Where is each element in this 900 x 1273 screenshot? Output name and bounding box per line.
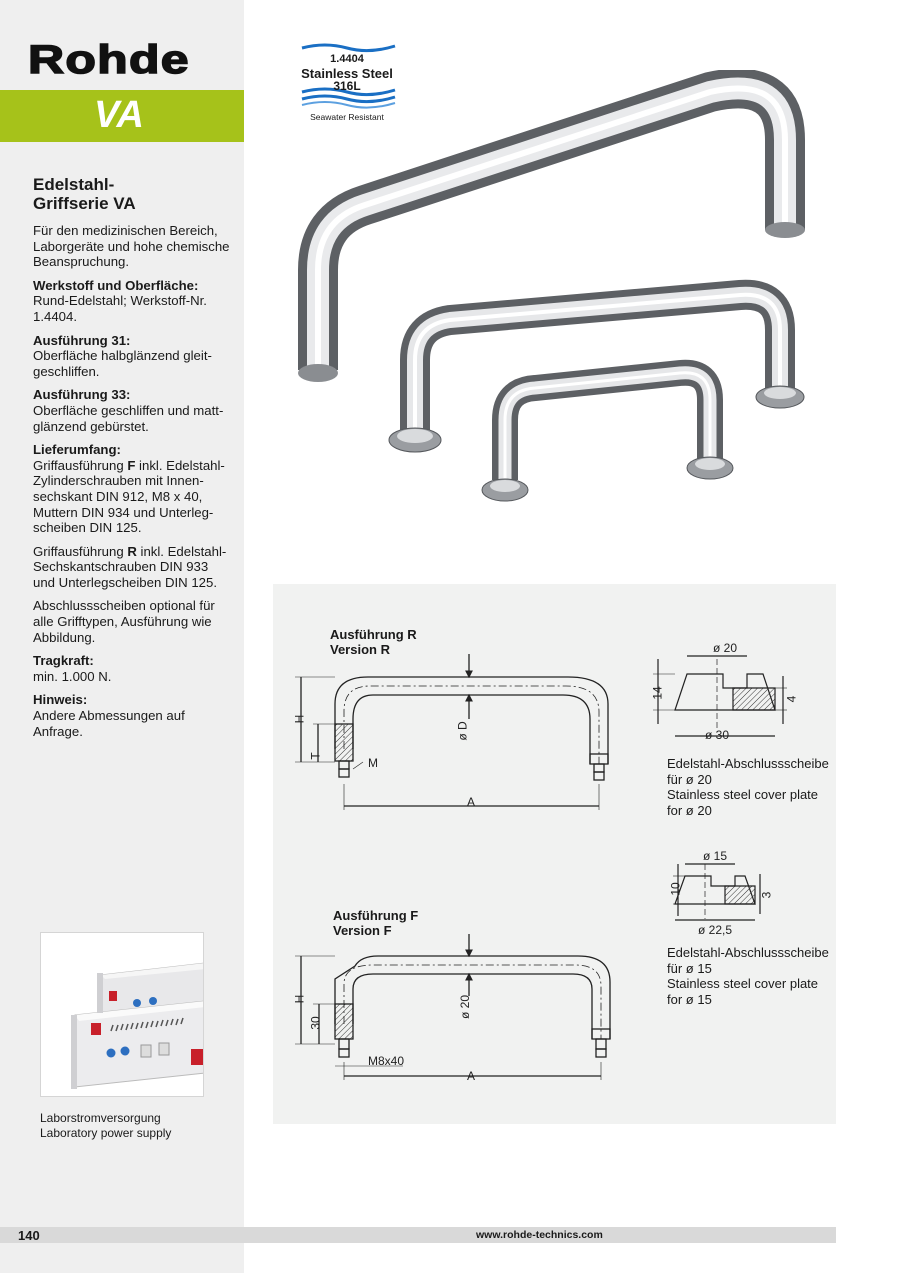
power-supply-illustration — [41, 933, 204, 1097]
technical-drawing — [273, 584, 836, 1124]
dim-h-f: H — [292, 994, 307, 1004]
cover-note: Abschlussscheiben optional für alle Grifftypen, Ausführung wie Abbildung. — [33, 598, 215, 645]
spec-version-31: Ausführung 31: Oberfläche halbglänzend gleit-geschliffen. — [33, 332, 212, 379]
power-supply-image — [40, 932, 204, 1097]
delivery-r: Griffausführung R inkl. Edelstahl-Sechskantschrauben DIN 933 und Unterlegscheiben DIN 125. — [33, 543, 227, 590]
dim-30-f: 30 — [308, 1016, 323, 1030]
thumbnail-caption: Laborstromversorgung Laboratory power supply — [40, 1111, 172, 1140]
badge-material: Stainless Steel — [301, 66, 393, 81]
intro-text: Für den medizinischen Bereich, Laborgeräte und hohe chemische Beanspruchung. — [33, 223, 230, 270]
dim-t-r: T — [308, 752, 323, 760]
cover-15-height: 10 — [668, 882, 683, 896]
dim-m-r: M — [368, 756, 378, 770]
spec-material: Werkstoff und Oberfläche: Rund-Edelstahl; Werkstoff-Nr. 1.4404. — [33, 277, 207, 324]
dim-d-f: ø 20 — [458, 994, 473, 1020]
brand-logo: Rohde — [28, 38, 190, 82]
cover-20-caption: Edelstahl-Abschlussscheibe für ø 20 Stainless steel cover plate for ø 20 — [667, 756, 829, 818]
cover-20-outer: ø 30 — [705, 728, 730, 742]
page-number: 140 — [18, 1228, 40, 1243]
cover-15-thickness: 3 — [759, 891, 774, 899]
dim-a-r: A — [467, 795, 476, 809]
cover-20-height: 14 — [650, 686, 665, 700]
badge-material-no: 1.4404 — [330, 53, 364, 65]
sidebar — [0, 0, 244, 1273]
dim-d-r: ø D — [455, 721, 470, 741]
cover-15-caption: Edelstahl-Abschlussscheibe für ø 15 Stainless steel cover plate for ø 15 — [667, 945, 829, 1007]
load-capacity: Tragkraft: min. 1.000 N. — [33, 653, 112, 684]
spec-version-33: Ausführung 33: Oberfläche geschliffen und matt-glänzend gebürstet. — [33, 387, 224, 434]
series-band — [0, 90, 244, 142]
version-f-drawing — [295, 934, 610, 1080]
cover-20-inner: ø 20 — [713, 641, 738, 655]
footer-url[interactable]: www.rohde-technics.com — [476, 1229, 603, 1241]
dim-h-r: H — [292, 714, 307, 724]
dim-screw-f: M8x40 — [368, 1054, 405, 1068]
footer-bar — [0, 1227, 836, 1243]
cover-15-drawing — [673, 864, 760, 920]
cover-15-inner: ø 15 — [703, 849, 728, 863]
badge-property: Seawater Resistant — [310, 112, 384, 122]
delivery-f: Lieferumfang: Griffausführung F inkl. Edelstahl-Zylinderschrauben mit Innen-sechskant DIN 912, M8 x 40, Muttern DIN 934 und Unterleg-scheiben DIN 125. — [33, 442, 225, 536]
note: Hinweis: Andere Abmessungen auf Anfrage. — [33, 692, 185, 739]
version-r-drawing — [295, 654, 608, 810]
version-r-title: Ausführung R Version R — [330, 627, 417, 657]
product-title: Edelstahl- Griffserie VA — [33, 175, 136, 213]
cover-20-drawing — [650, 656, 787, 736]
large-handle — [298, 88, 805, 382]
cover-15-outer: ø 22,5 — [698, 923, 733, 937]
product-photo — [280, 70, 820, 520]
series-label: VA — [94, 94, 144, 136]
dim-a-f: A — [467, 1069, 476, 1083]
handles-illustration — [280, 70, 820, 520]
drawing-lines — [273, 584, 836, 1124]
badge-grade: 316L — [333, 79, 361, 93]
description-column — [33, 175, 233, 747]
cover-20-thickness: 4 — [784, 695, 799, 703]
small-handle — [482, 373, 733, 501]
version-f-title: Ausführung F Version F — [333, 908, 419, 938]
